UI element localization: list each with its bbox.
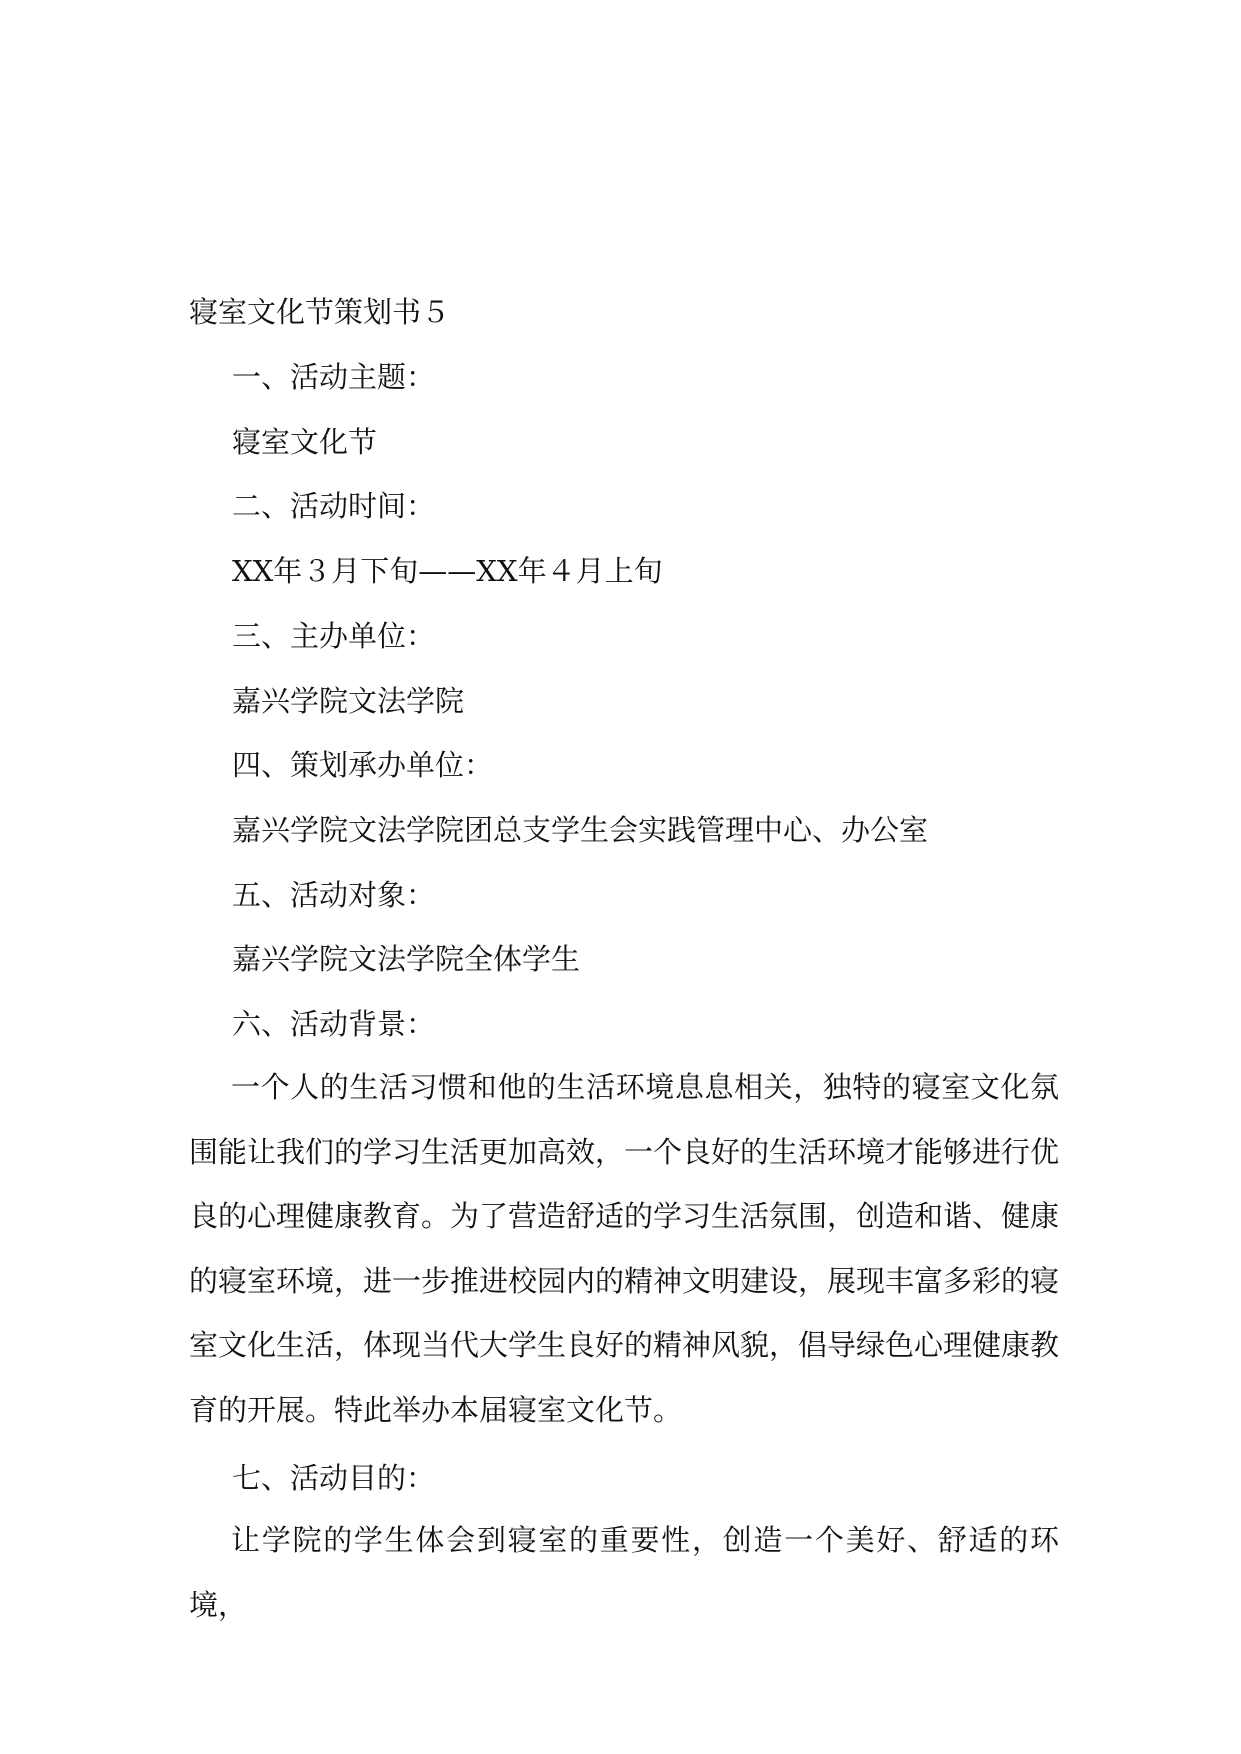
section-2-content: XX年３月下旬——XX年４月上旬 bbox=[232, 554, 663, 588]
section-5-heading: 五、活动对象： bbox=[232, 878, 436, 912]
document-title: 寝室文化节策划书５ bbox=[189, 295, 451, 329]
section-5-content: 嘉兴学院文法学院全体学生 bbox=[232, 942, 581, 976]
section-1-heading: 一、活动主题： bbox=[232, 360, 436, 394]
section-6-heading: 六、活动背景： bbox=[232, 1007, 436, 1041]
section-4-content: 嘉兴学院文法学院团总支学生会实践管理中心、办公室 bbox=[232, 813, 929, 847]
section-1-content: 寝室文化节 bbox=[232, 425, 378, 459]
section-2-heading: 二、活动时间： bbox=[232, 489, 436, 523]
section-7-heading: 七、活动目的： bbox=[232, 1461, 436, 1495]
section-3-content: 嘉兴学院文法学院 bbox=[232, 684, 465, 718]
section-4-heading: 四、策划承办单位： bbox=[232, 748, 494, 782]
section-7-paragraph: 让学院的学生体会到寝室的重要性，创造一个美好、舒适的环境， bbox=[189, 1523, 1059, 1622]
section-6-paragraph: 一个人的生活习惯和他的生活环境息息相关，独特的寝室文化氛围能让我们的学习生活更加高效，一个良好的生活环境才能够进行优良的心理健康教育。为了营造舒适的学习生活氛围，创造和谐、健康的寝室环境，进一步推进校园内的精神文明建设，展现丰富多彩的寝室文化生活，体现当代大学生良好的精神风貌，倡导绿色心理健康教育的开展。特此举办本届寝室文化节。 bbox=[189, 1070, 1060, 1427]
section-3-heading: 三、主办单位： bbox=[232, 619, 436, 653]
